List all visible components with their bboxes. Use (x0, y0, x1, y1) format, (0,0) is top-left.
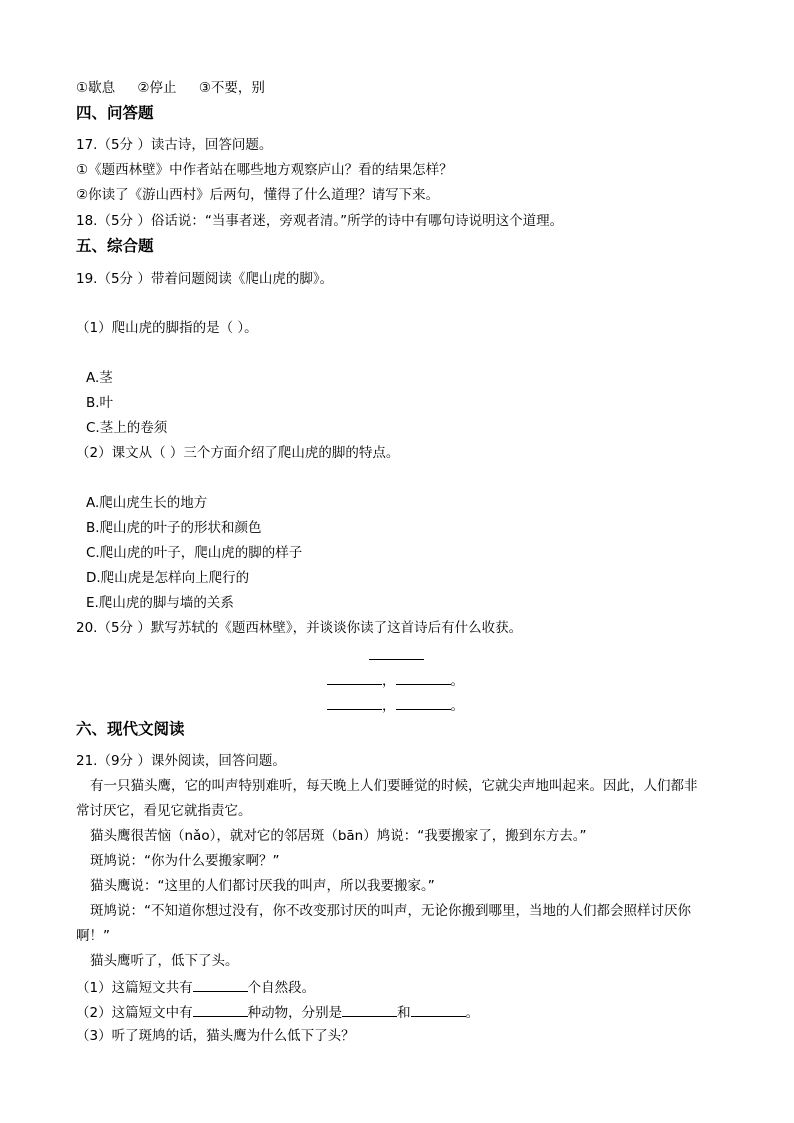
answer-blank[interactable] (411, 1002, 466, 1017)
question-19-1-option-b: B.叶 (86, 395, 114, 411)
question-21-part-2 (76, 1002, 479, 1022)
passage-paragraph-5: 斑鸠说：“不知道你想过没有，你不改变那讨厌的叫声，无论你搬到哪里，当地的人们都会照样讨厌你 (90, 903, 691, 919)
poem-line-1 (327, 670, 464, 690)
text: 。 (465, 1005, 480, 1021)
question-19-1-option-c: C.茎上的卷须 (86, 420, 168, 436)
option-3: ③不要，别 (198, 80, 265, 96)
comma: ， (382, 673, 396, 689)
answer-blank[interactable] (193, 977, 248, 992)
question-21-part-1 (76, 977, 315, 997)
option-1: ①歇息 (76, 80, 116, 96)
question-19-2-option-d: D.爬山虎是怎样向上爬行的 (86, 570, 250, 586)
question-19-part-1: （1）爬山虎的脚指的是（ ）。 (76, 320, 258, 336)
text: （2）这篇短文中有 (76, 1005, 193, 1021)
poem-line-2 (327, 695, 464, 715)
answer-blank[interactable] (193, 1002, 248, 1017)
answer-blank[interactable] (327, 695, 382, 710)
period: 。 (450, 698, 464, 714)
comma: ， (382, 698, 396, 714)
text: 和 (397, 1005, 411, 1021)
question-19-1-option-a: A.茎 (86, 370, 113, 386)
question-21-part-3: （3）听了斑鸠的话，猫头鹰为什么低下了头？ (76, 1028, 355, 1044)
section-4-title: 四、问答题 (76, 104, 154, 122)
period: 。 (450, 673, 464, 689)
passage-paragraph-3: 斑鸠说：“你为什么要搬家啊？” (90, 853, 280, 869)
passage-paragraph-5-cont: 啊！” (76, 928, 110, 944)
word-meaning-options (76, 79, 265, 97)
answer-blank[interactable] (396, 670, 451, 685)
question-19-2-option-e: E.爬山虎的脚与墙的关系 (86, 595, 234, 611)
answer-blank[interactable] (396, 695, 451, 710)
answer-blank[interactable] (369, 645, 424, 660)
question-17: 17.（5分 ）读古诗，回答问题。 (76, 137, 273, 153)
question-20: 20.（5分 ）默写苏轼的《题西林壁》，并谈谈你读了这首诗后有什么收获。 (76, 620, 523, 636)
section-6-title: 六、现代文阅读 (76, 720, 185, 738)
passage-paragraph-6: 猫头鹰听了，低下了头。 (90, 953, 239, 969)
answer-blank[interactable] (327, 670, 382, 685)
question-19: 19.（5分 ）带着问题阅读《爬山虎的脚》。 (76, 271, 334, 287)
answer-blank[interactable] (342, 1002, 397, 1017)
section-5-title: 五、综合题 (76, 237, 154, 255)
question-17-part-1: ①《题西林壁》中作者站在哪些地方观察庐山？看的结果怎样？ (76, 162, 453, 178)
option-2: ②停止 (137, 80, 177, 96)
passage-paragraph-1-cont: 常讨厌它，看见它就指责它。 (76, 803, 252, 819)
question-21: 21.（9分 ）课外阅读，回答问题。 (76, 753, 286, 769)
passage-paragraph-1: 有一只猫头鹰，它的叫声特别难听，每天晚上人们要睡觉的时候，它就尖声地叫起来。因此，人们都非 (90, 778, 698, 794)
poem-title-blank[interactable] (369, 645, 424, 665)
question-18: 18.（5分 ）俗话说：“当事者迷，旁观者清。”所学的诗中有哪句诗说明这个道理。 (76, 213, 564, 229)
question-19-2-option-a: A.爬山虎生长的地方 (86, 495, 208, 511)
text: 个自然段。 (247, 980, 316, 996)
passage-paragraph-2: 猫头鹰很苦恼（nǎo），就对它的邻居斑（bān）鸠说：“我要搬家了，搬到东方去。” (90, 828, 587, 844)
text: （1）这篇短文共有 (76, 980, 193, 996)
question-19-part-2: （2）课文从（ ）三个方面介绍了爬山虎的脚的特点。 (76, 445, 400, 461)
passage-paragraph-4: 猫头鹰说：“这里的人们都讨厌我的叫声，所以我要搬家。” (90, 878, 435, 894)
text: 种动物，分别是 (247, 1005, 343, 1021)
question-19-2-option-b: B.爬山虎的叶子的形状和颜色 (86, 520, 262, 536)
question-17-part-2: ②你读了《游山西村》后两句，懂得了什么道理？请写下来。 (76, 187, 440, 203)
question-19-2-option-c: C.爬山虎的叶子，爬山虎的脚的样子 (86, 545, 303, 561)
